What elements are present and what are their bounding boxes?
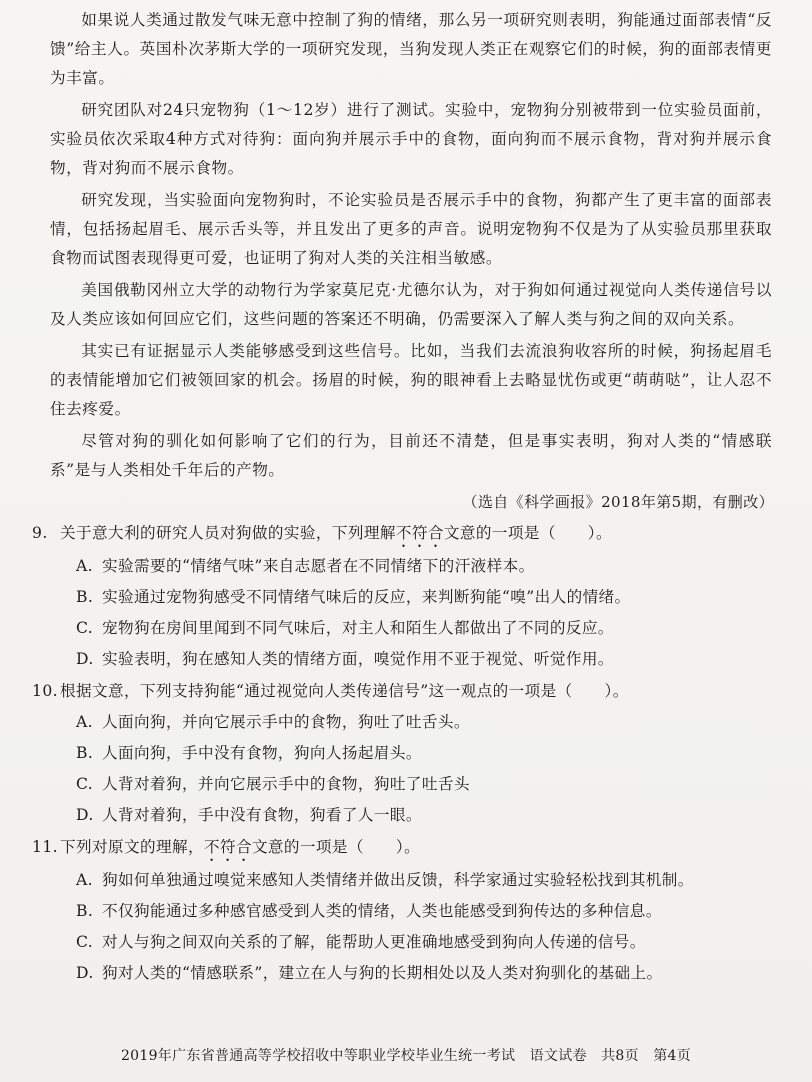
option-letter: D. <box>76 650 94 668</box>
option-text: 人面向狗，并向它展示手中的食物，狗吐了吐舌头。 <box>102 713 470 731</box>
question-number: 10. <box>32 682 58 700</box>
stem-text-end: 文意的一项是（ ）。 <box>251 838 421 856</box>
passage-paragraph-1: 如果说人类通过散发气味无意中控制了狗的情绪，那么另一项研究则表明，狗能通过面部表情“反馈”给主人。英国朴次茅斯大学的一项研究发现，当狗发现人类正在观察它们的时候，狗的面部表情更为丰富。 <box>50 11 772 87</box>
option-text: 狗对人类的“情感联系”，建立在人与狗的长期相处以及人类对狗驯化的基础上。 <box>102 964 663 982</box>
option-letter: A. <box>76 557 94 575</box>
option-c <box>76 769 772 800</box>
option-letter: D. <box>76 806 94 824</box>
option-letter: B. <box>76 588 94 606</box>
question-11 <box>32 832 772 989</box>
option-letter: A. <box>76 871 94 889</box>
option-d <box>76 958 772 989</box>
option-c <box>76 927 772 958</box>
option-text: 狗如何单独通过嗅觉来感知人类情绪并做出反馈，科学家通过实验轻松找到其机制。 <box>102 871 694 889</box>
stem-emphasis: 不符合 <box>395 524 444 542</box>
option-letter: B. <box>76 902 94 920</box>
option-a <box>76 707 772 738</box>
option-text: 宠物狗在房间里闻到不同气味后，对主人和陌生人都做出了不同的反应。 <box>102 619 614 637</box>
reading-passage <box>32 6 774 989</box>
option-letter: C. <box>76 775 94 793</box>
option-text: 实验通过宠物狗感受不同情绪气味后的反应，来判断狗能“嗅”出人的情绪。 <box>102 588 631 606</box>
option-letter: D. <box>76 964 94 982</box>
option-a <box>76 865 772 896</box>
passage-paragraph-3: 研究发现，当实验面向宠物狗时，不论实验员是否展示手中的食物，狗都产生了更丰富的面部表情，包括扬起眉毛、展示舌头等，并且发出了更多的声音。说明宠物狗不仅是为了从实验员那里获取食物而试图表现得更可爱，也证明了狗对人类的关注相当敏感。 <box>50 191 772 267</box>
option-a <box>76 551 772 582</box>
question-number: 11. <box>32 838 58 856</box>
question-stem <box>32 676 772 707</box>
option-b <box>76 582 772 613</box>
question-number: 9. <box>32 524 48 542</box>
passage-source: （选自《科学画报》2018年第5期，有删改） <box>462 493 774 511</box>
passage-paragraph-2: 研究团队对24只宠物狗（1～12岁）进行了测试。实验中，宠物狗分别被带到一位实验员面前，实验员依次采取4种方式对待狗：面向狗并展示手中的食物，面向狗而不展示食物，背对狗并展示食物，背对狗而不展示食物。 <box>50 101 772 177</box>
option-letter: A. <box>76 713 94 731</box>
question-10 <box>32 676 772 831</box>
option-letter: C. <box>76 619 94 637</box>
stem-text: 下列对原文的理解， <box>60 838 204 856</box>
option-b <box>76 896 772 927</box>
question-stem <box>32 518 772 551</box>
option-text: 人背对着狗，并向它展示手中的食物，狗吐了吐舌头 <box>102 775 470 793</box>
option-text: 不仅狗能通过多种感官感受到人类的情绪，人类也能感受到狗传达的多种信息。 <box>102 902 662 920</box>
option-text: 实验表明，狗在感知人类的情绪方面，嗅觉作用不亚于视觉、听觉作用。 <box>102 650 614 668</box>
option-text: 人背对着狗，手中没有食物，狗看了人一眼。 <box>102 806 422 824</box>
stem-text-end: 文意的一项是（ ）。 <box>443 524 612 542</box>
option-d <box>76 644 772 675</box>
page-footer: 2019年广东省普通高等学校招收中等职业学校毕业生统一考试 语文试卷 共8页 第4页 <box>120 1048 692 1064</box>
option-letter: B. <box>76 744 94 762</box>
passage-paragraph-6: 尽管对狗的驯化如何影响了它们的行为，目前还不清楚，但是事实表明，狗对人类的“情感联系”是与人类相处千年后的产物。 <box>50 432 772 479</box>
option-c <box>76 613 772 644</box>
option-d <box>76 800 772 831</box>
option-letter: C. <box>76 933 94 951</box>
option-text: 人面向狗，手中没有食物，狗向人扬起眉头。 <box>102 744 422 762</box>
passage-paragraph-5: 其实已有证据显示人类能够感受到这些信号。比如，当我们去流浪狗收容所的时候，狗扬起眉毛的表情能增加它们被领回家的机会。扬眉的时候，狗的眼神看上去略显忧伤或更“萌萌哒”，让人忍不住去疼爱。 <box>50 342 772 418</box>
question-stem <box>32 832 772 865</box>
passage-paragraph-4: 美国俄勒冈州立大学的动物行为学家莫尼克·尤德尔认为，对于狗如何通过视觉向人类传递信号以及人类应该如何回应它们，这些问题的答案还不明确，仍需要深入了解人类与狗之间的双向关系。 <box>50 281 772 328</box>
stem-text: 关于意大利的研究人员对狗做的实验，下列理解 <box>60 524 396 542</box>
stem-text: 根据文意，下列支持狗能“通过视觉向人类传递信号”这一观点的一项是（ ）。 <box>60 682 629 700</box>
option-text: 对人与狗之间双向关系的了解，能帮助人更准确地感受到狗向人传递的信号。 <box>102 933 646 951</box>
option-b <box>76 738 772 769</box>
stem-emphasis: 不符合 <box>203 838 252 856</box>
option-text: 实验需要的“情绪气味”来自志愿者在不同情绪下的汗液样本。 <box>102 557 535 575</box>
question-9 <box>32 518 772 675</box>
